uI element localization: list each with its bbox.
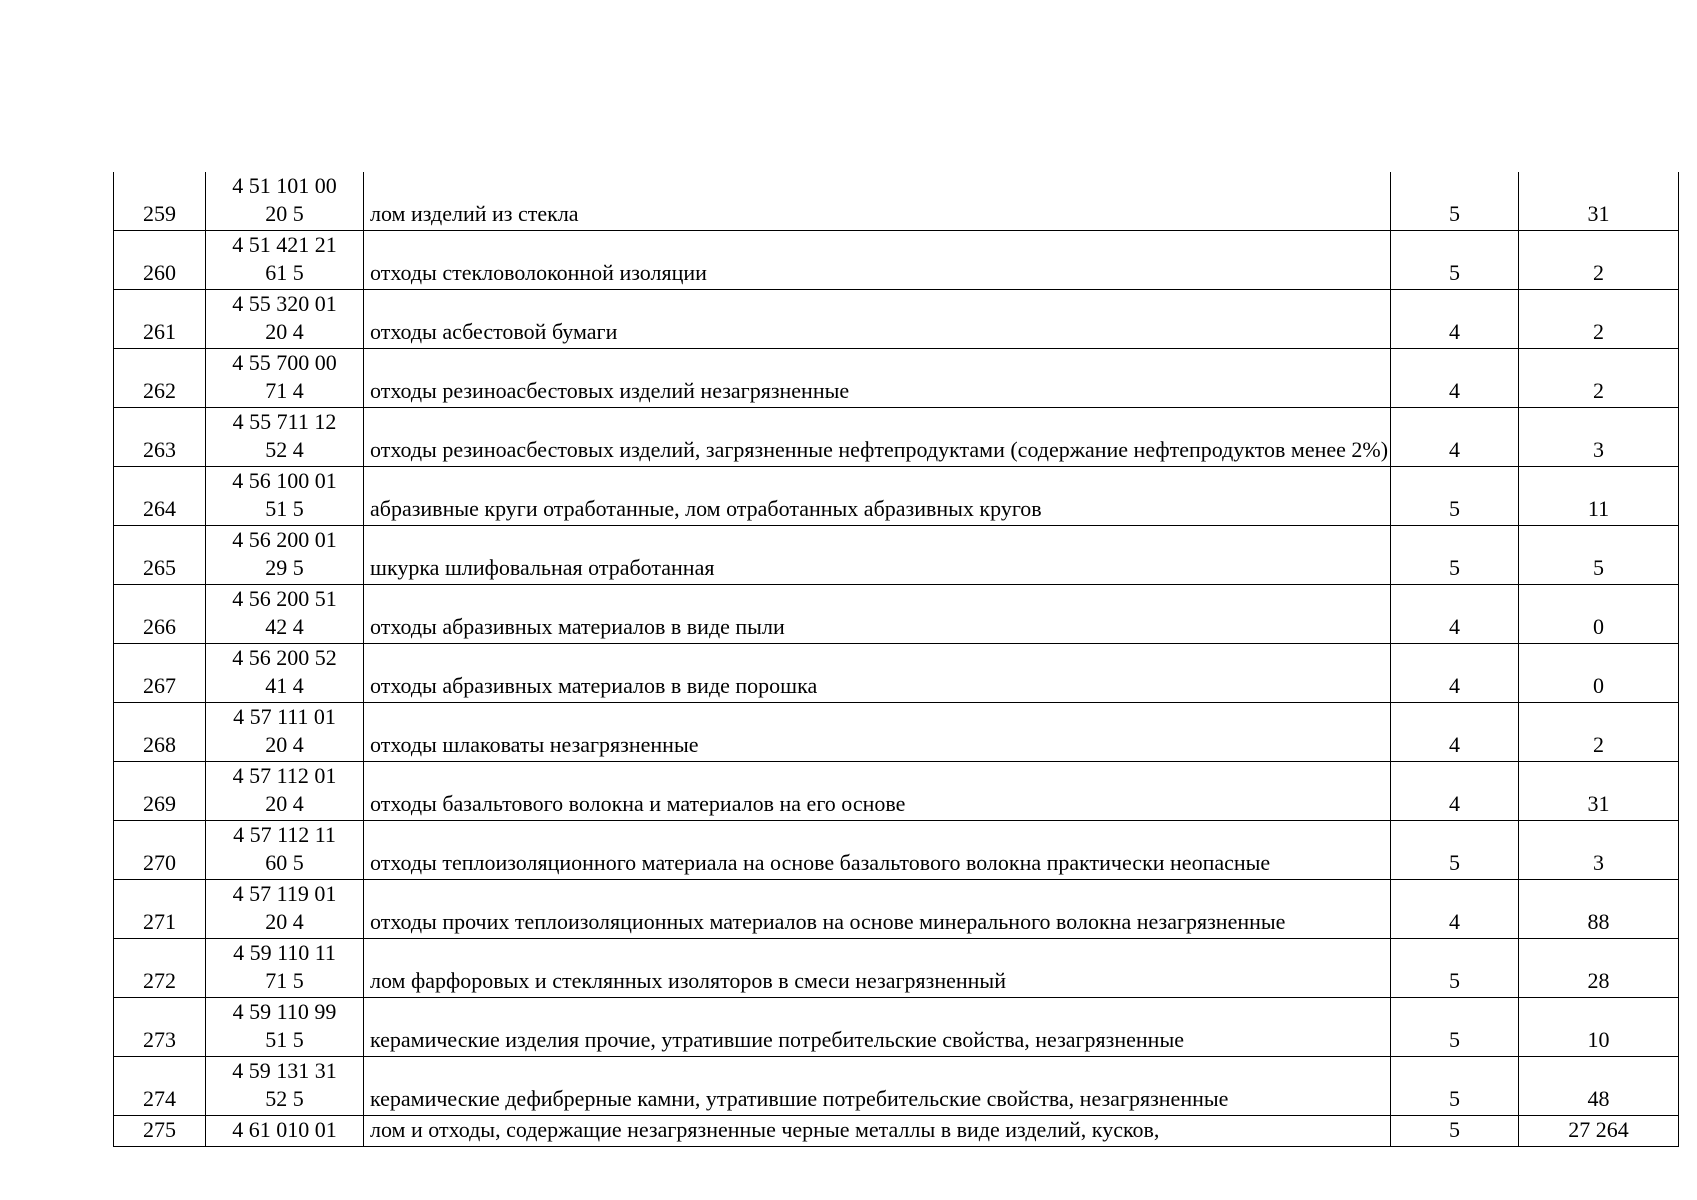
table-row xyxy=(114,1057,1679,1116)
hazard-class: 5 xyxy=(1391,998,1519,1057)
waste-quantity: 2 xyxy=(1519,703,1679,762)
waste-code-part1: 4 59 110 11 xyxy=(233,940,336,965)
waste-name: керамические изделия прочие, утратившие потребительские свойства, незагрязненные xyxy=(364,998,1391,1057)
waste-code-part2: 51 5 xyxy=(265,1027,304,1052)
row-number: 266 xyxy=(114,585,206,644)
hazard-class: 4 xyxy=(1391,644,1519,703)
waste-code-part1: 4 59 110 99 xyxy=(232,999,337,1024)
waste-code xyxy=(206,231,364,290)
waste-code-part2: 42 4 xyxy=(265,614,304,639)
table-row xyxy=(114,762,1679,821)
waste-quantity: 2 xyxy=(1519,231,1679,290)
row-number: 260 xyxy=(114,231,206,290)
table-row xyxy=(114,467,1679,526)
waste-code xyxy=(206,526,364,585)
waste-code-part1: 4 59 131 31 xyxy=(232,1058,337,1083)
waste-name: керамические дефибрерные камни, утратившие потребительские свойства, незагрязненные xyxy=(364,1057,1391,1116)
waste-code-part2: 20 4 xyxy=(265,732,304,757)
waste-code-part2: 20 4 xyxy=(265,909,304,934)
waste-quantity: 3 xyxy=(1519,408,1679,467)
waste-quantity: 27 264 xyxy=(1519,1116,1679,1147)
waste-code xyxy=(206,349,364,408)
hazard-class: 5 xyxy=(1391,467,1519,526)
waste-code-part1: 4 57 119 01 xyxy=(232,881,337,906)
waste-code xyxy=(206,998,364,1057)
waste-quantity: 31 xyxy=(1519,172,1679,231)
hazard-class: 4 xyxy=(1391,762,1519,821)
waste-name: абразивные круги отработанные, лом отработанных абразивных кругов xyxy=(364,467,1391,526)
waste-name: лом изделий из стекла xyxy=(364,172,1391,231)
row-number: 263 xyxy=(114,408,206,467)
waste-code-part2: 41 4 xyxy=(265,673,304,698)
waste-code-part1: 4 51 421 21 xyxy=(232,232,337,257)
waste-code xyxy=(206,467,364,526)
waste-name: отходы резиноасбестовых изделий, загрязненные нефтепродуктами (содержание нефтепродуктов менее 2%) xyxy=(364,408,1391,467)
waste-code-part2: 61 5 xyxy=(265,260,304,285)
hazard-class: 4 xyxy=(1391,349,1519,408)
row-number: 275 xyxy=(114,1116,206,1147)
waste-code-part2: 51 5 xyxy=(265,496,304,521)
waste-quantity: 0 xyxy=(1519,644,1679,703)
waste-quantity: 2 xyxy=(1519,290,1679,349)
waste-code-part1: 4 57 111 01 xyxy=(233,704,336,729)
waste-quantity: 5 xyxy=(1519,526,1679,585)
waste-code xyxy=(206,703,364,762)
hazard-class: 4 xyxy=(1391,880,1519,939)
waste-code xyxy=(206,644,364,703)
waste-quantity: 88 xyxy=(1519,880,1679,939)
table-row xyxy=(114,526,1679,585)
waste-code-part1: 4 56 200 51 xyxy=(232,586,337,611)
waste-name: отходы абразивных материалов в виде порошка xyxy=(364,644,1391,703)
hazard-class: 4 xyxy=(1391,408,1519,467)
waste-name: отходы стекловолоконной изоляции xyxy=(364,231,1391,290)
waste-name: отходы шлаковаты незагрязненные xyxy=(364,703,1391,762)
waste-code-part1: 4 57 112 11 xyxy=(233,822,336,847)
waste-name: отходы абразивных материалов в виде пыли xyxy=(364,585,1391,644)
row-number: 273 xyxy=(114,998,206,1057)
waste-quantity: 48 xyxy=(1519,1057,1679,1116)
waste-code xyxy=(206,585,364,644)
waste-name: отходы теплоизоляционного материала на основе базальтового волокна практически неопасные xyxy=(364,821,1391,880)
hazard-class: 5 xyxy=(1391,821,1519,880)
table-row xyxy=(114,585,1679,644)
row-number: 270 xyxy=(114,821,206,880)
table-row xyxy=(114,703,1679,762)
waste-code-part2: 20 4 xyxy=(265,791,304,816)
waste-code-part2: 71 5 xyxy=(265,968,304,993)
waste-table xyxy=(113,172,1679,1147)
table-row xyxy=(114,349,1679,408)
hazard-class: 5 xyxy=(1391,939,1519,998)
waste-quantity: 28 xyxy=(1519,939,1679,998)
waste-name: отходы асбестовой бумаги xyxy=(364,290,1391,349)
waste-code-part2: 20 4 xyxy=(265,319,304,344)
row-number: 265 xyxy=(114,526,206,585)
waste-quantity: 31 xyxy=(1519,762,1679,821)
waste-code-part2: 29 5 xyxy=(265,555,304,580)
waste-code xyxy=(206,408,364,467)
waste-code-part1: 4 56 200 52 xyxy=(232,645,337,670)
waste-code xyxy=(206,762,364,821)
waste-code-part1: 4 55 320 01 xyxy=(232,291,337,316)
waste-code-part2: 52 5 xyxy=(265,1086,304,1111)
waste-quantity: 11 xyxy=(1519,467,1679,526)
waste-name: шкурка шлифовальная отработанная xyxy=(364,526,1391,585)
waste-quantity: 3 xyxy=(1519,821,1679,880)
row-number: 264 xyxy=(114,467,206,526)
waste-name: отходы прочих теплоизоляционных материалов на основе минерального волокна незагрязненные xyxy=(364,880,1391,939)
table-row xyxy=(114,1116,1679,1147)
waste-code xyxy=(206,939,364,998)
table-row xyxy=(114,644,1679,703)
table-row xyxy=(114,880,1679,939)
waste-name: отходы базальтового волокна и материалов на его основе xyxy=(364,762,1391,821)
hazard-class: 5 xyxy=(1391,1057,1519,1116)
waste-code-part1: 4 55 711 12 xyxy=(232,409,337,434)
waste-code-part1: 4 56 100 01 xyxy=(232,468,337,493)
hazard-class: 4 xyxy=(1391,585,1519,644)
row-number: 262 xyxy=(114,349,206,408)
waste-quantity: 2 xyxy=(1519,349,1679,408)
hazard-class: 4 xyxy=(1391,703,1519,762)
waste-code xyxy=(206,172,364,231)
waste-code: 4 61 010 01 xyxy=(206,1116,364,1147)
table-row xyxy=(114,821,1679,880)
hazard-class: 5 xyxy=(1391,231,1519,290)
row-number: 267 xyxy=(114,644,206,703)
waste-name: лом и отходы, содержащие незагрязненные черные металлы в виде изделий, кусков, xyxy=(364,1116,1391,1147)
row-number: 272 xyxy=(114,939,206,998)
row-number: 271 xyxy=(114,880,206,939)
table-row xyxy=(114,939,1679,998)
waste-code xyxy=(206,1057,364,1116)
waste-code xyxy=(206,880,364,939)
hazard-class: 4 xyxy=(1391,290,1519,349)
table-row xyxy=(114,290,1679,349)
waste-code-part1: 4 56 200 01 xyxy=(232,527,337,552)
waste-code-part1: 4 55 700 00 xyxy=(232,350,337,375)
waste-quantity: 10 xyxy=(1519,998,1679,1057)
waste-code xyxy=(206,290,364,349)
table-row xyxy=(114,172,1679,231)
waste-code-part2: 52 4 xyxy=(265,437,304,462)
waste-name: лом фарфоровых и стеклянных изоляторов в смеси незагрязненный xyxy=(364,939,1391,998)
row-number: 259 xyxy=(114,172,206,231)
table-row xyxy=(114,231,1679,290)
row-number: 274 xyxy=(114,1057,206,1116)
waste-code xyxy=(206,821,364,880)
row-number: 261 xyxy=(114,290,206,349)
waste-code-part2: 20 5 xyxy=(265,201,304,226)
waste-quantity: 0 xyxy=(1519,585,1679,644)
hazard-class: 5 xyxy=(1391,172,1519,231)
row-number: 268 xyxy=(114,703,206,762)
hazard-class: 5 xyxy=(1391,526,1519,585)
waste-name: отходы резиноасбестовых изделий незагрязненные xyxy=(364,349,1391,408)
table-row xyxy=(114,998,1679,1057)
waste-code-part2: 71 4 xyxy=(265,378,304,403)
waste-code-part1: 4 51 101 00 xyxy=(232,173,337,198)
waste-table-body xyxy=(114,172,1679,1147)
table-row xyxy=(114,408,1679,467)
waste-code-part2: 60 5 xyxy=(265,850,304,875)
hazard-class: 5 xyxy=(1391,1116,1519,1147)
waste-code-part1: 4 57 112 01 xyxy=(232,763,337,788)
row-number: 269 xyxy=(114,762,206,821)
